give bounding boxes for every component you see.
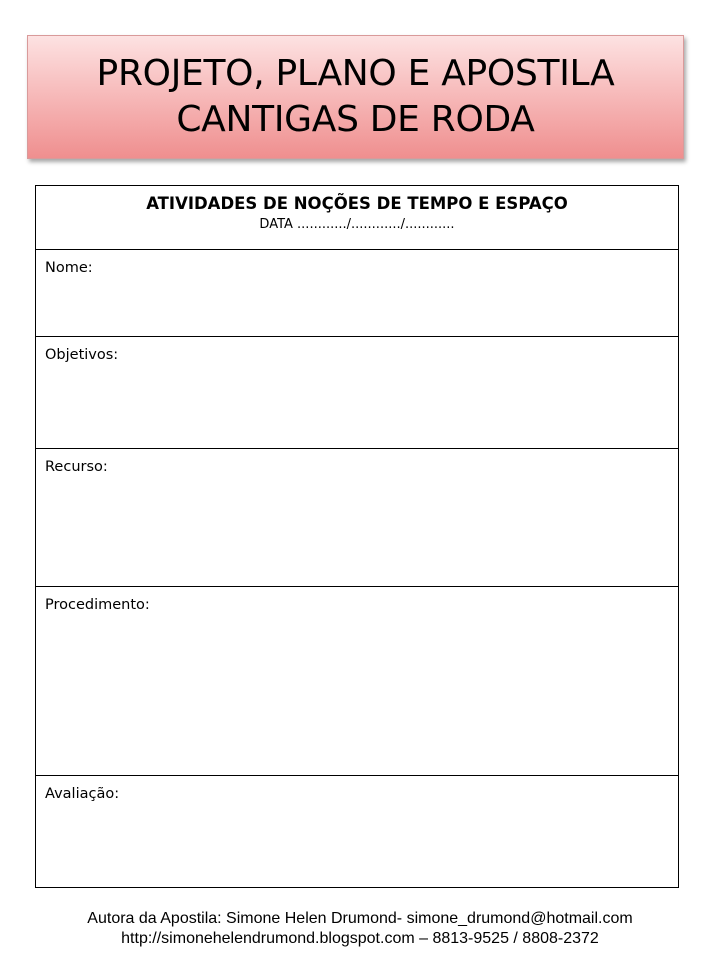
resources-label: Recurso: — [45, 459, 108, 475]
objectives-field — [36, 337, 678, 449]
name-label: Nome: — [45, 260, 93, 276]
resources-field — [36, 449, 678, 587]
footer-credits — [0, 909, 720, 949]
title-banner — [27, 35, 684, 159]
footer-author-line: Autora da Apostila: Simone Helen Drumond- simone_drumond@hotmail.com — [87, 910, 633, 927]
banner-title-line-2: CANTIGAS DE RODA — [176, 99, 535, 140]
procedure-field — [36, 587, 678, 776]
footer-contact-line: http://simonehelendrumond.blogspot.com – 8813-9525 / 8808-2372 — [121, 930, 599, 947]
objectives-label: Objetivos: — [45, 347, 119, 363]
form-title: ATIVIDADES DE NOÇÕES DE TEMPO E ESPAÇO — [146, 194, 568, 213]
banner-title-line-1: PROJETO, PLANO E APOSTILA — [96, 53, 615, 94]
name-field — [36, 250, 678, 337]
evaluation-label: Avaliação: — [45, 786, 120, 802]
date-field: DATA ............/............/............ — [259, 217, 455, 232]
procedure-label: Procedimento: — [45, 597, 150, 613]
form-header — [36, 186, 678, 250]
activity-form — [35, 185, 679, 888]
evaluation-field — [36, 776, 678, 887]
